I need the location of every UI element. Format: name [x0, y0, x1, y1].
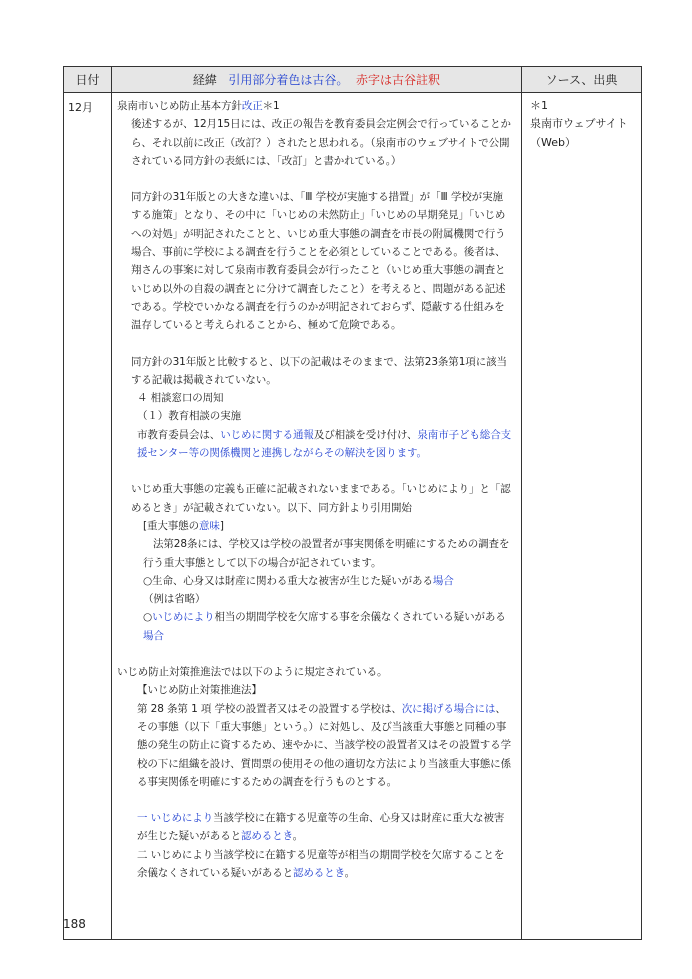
page-number: 188 [63, 917, 86, 931]
law-item-2: 二 いじめにより当該学校に在籍する児童等が相当の期間学校を欠席することを余儀なくされている疑いがあると認めるとき。 [137, 848, 505, 879]
quote-body: 法第28条には、学校又は学校の設置者が事実関係を明確にするための調査を行う重大事態として以下の場合が記されています。 [143, 538, 510, 569]
quoted-consultation-text: 市教育委員会は、いじめに関する通報及び相談を受け付け、泉南市子ども総合支援センター等の関係機関と連携しながらその解決を図ります。 [137, 428, 512, 460]
header-main [112, 67, 522, 93]
row-source [522, 93, 642, 940]
quote-item-1: ○生命、心身又は財産に関わる重大な被害が生じた疑いがある場合 [143, 574, 454, 587]
table-row [64, 93, 642, 940]
row-description [112, 93, 522, 940]
header-red-note: 赤字は古谷註釈 [356, 73, 441, 87]
paragraph-differences: 同方針の31年版との大きな違いは、「Ⅲ 学校が実施する措置」が「Ⅲ 学校が実施する施策」となり、その中に「いじめの未然防止」「いじめの早期発見」「いじめへの対処」が明記されたことと、いじめ重大事態の調査を市長の附属機関で行う場合、事前に学校による調査を行うことを必須としていることである。後者は、翔さんの事案に対して泉南市教育委員会が行ったこと（いじめ重大事態の調査といじめ以外の自殺の調査とに分けて調査したこと）を考えると、問題がある記述である。学校でいかなる調査を行うのかが明記されておらず、隠蔽する仕組みを温存していると考えられることから、極めて危険である。 [131, 191, 506, 332]
table-header-row [64, 67, 642, 93]
header-main-label: 経緯 [192, 73, 217, 87]
paragraph-revision-note: 後述するが、12月15日には、改正の報告を教育委員会定例会で行っていることから、それ以前に改正（改訂？）されたと思われる。（泉南市のウェブサイトで公開されている同方針の表紙には、「改訂」と書かれている。） [131, 118, 511, 167]
header-date: 日付 [64, 67, 112, 93]
quote-heading: [重大事態の意味] [143, 519, 224, 532]
header-source: ソース、出典 [522, 67, 642, 93]
row-date: 12月 [64, 93, 112, 940]
source-text: 泉南市ウェブサイト（Web） [530, 117, 628, 149]
law-title: 【いじめ防止対策推進法】 [137, 684, 262, 697]
paragraph-definition: いじめ重大事態の定義も正確に記載されないままである。「いじめにより」と「認めるとき」が記載されていない。以下、同方針より引用開始 [131, 483, 511, 514]
law-item-1: 一 いじめにより当該学校に在籍する児童等の生命、心身又は財産に重大な被害が生じた疑いがあると認めるとき。 [137, 812, 505, 843]
quote-item-2: ○いじめにより相当の期間学校を欠席する事を余儀なくされている疑いがある場合 [143, 611, 506, 642]
section-heading: ４ 相談窓口の周知 [137, 392, 224, 405]
header-quote-note: 引用部分着色は古谷。 [228, 73, 349, 87]
paragraph-comparison: 同方針の31年版と比較すると、以下の記載はそのままで、法第23条第1項に該当する記載は掲載されていない。 [131, 355, 507, 386]
chronology-table [63, 66, 642, 940]
source-mark: ＊1 [530, 99, 548, 112]
paragraph-law-intro: いじめ防止対策推進法では以下のように規定されている。 [117, 666, 388, 679]
subsection-heading: （１）教育相談の実施 [137, 410, 241, 423]
quote-item-1-note: （例は省略） [143, 593, 206, 606]
law-article: 第 28 条第 1 項 学校の設置者又はその設置する学校は、次に掲げる場合には、その事態（以下「重大事態」という。）に対処し、及び当該重大事態と同種の事態の発生の防止に資するため、速やかに、当該学校の設置者又はその設置する学校の下に組織を設け、質問票の使用その他の適切な方法により当該重大事態に係る事実関係を明確にするための調査を行うものとする。 [137, 702, 511, 788]
entry-title: 泉南市いじめ防止基本方針改正＊1 [117, 100, 280, 112]
